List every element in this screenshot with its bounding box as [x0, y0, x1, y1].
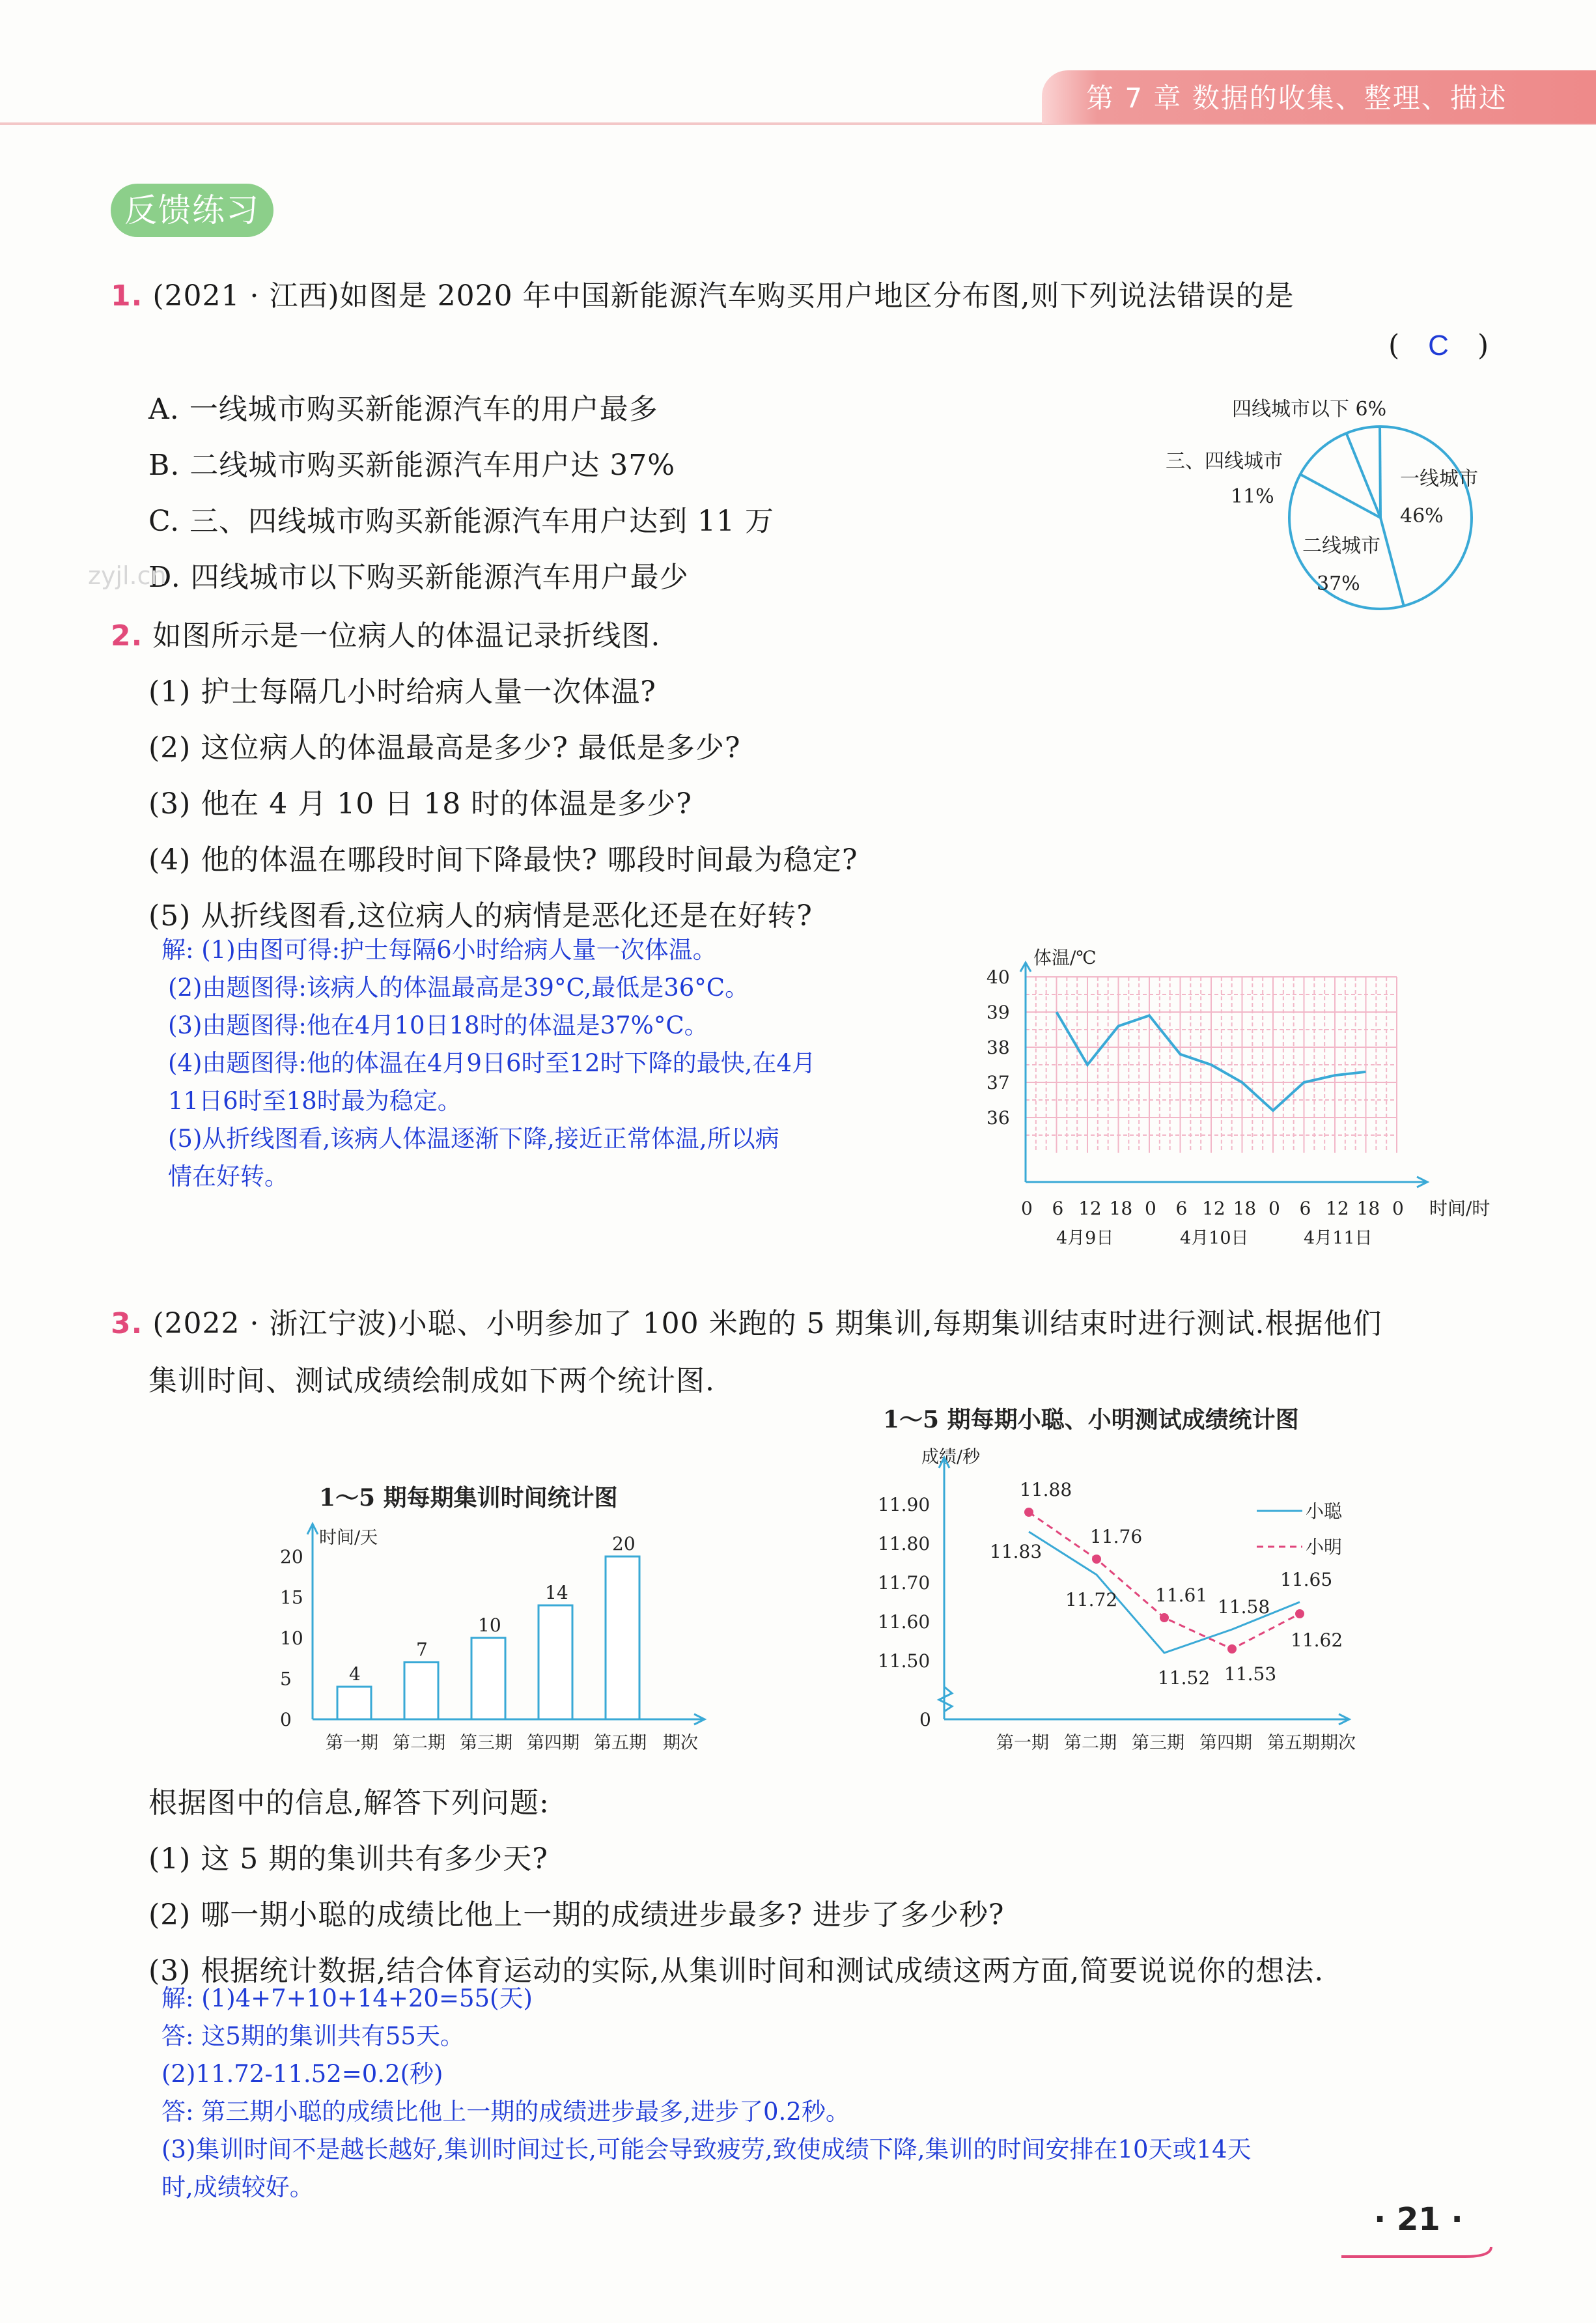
x-tick-label: 0 [1392, 1198, 1404, 1219]
q2-part-1: (1) 护士每隔几小时给病人量一次体温? [148, 675, 656, 709]
q1-answer: C [1428, 330, 1449, 361]
section-badge: 反馈练习 [111, 184, 273, 237]
series-value-label: 11.65 [1280, 1569, 1333, 1590]
x-category-label: 第四期 [1199, 1733, 1252, 1753]
x-tick-label: 18 [1233, 1198, 1257, 1219]
date-label: 4月9日 [1056, 1228, 1114, 1248]
y-tick-label: 5 [280, 1668, 292, 1690]
q3-answer-2: 答: 这5期的集训共有55天。 [161, 2022, 464, 2050]
pie-slice-edge [1300, 474, 1380, 518]
series-value-label: 11.61 [1155, 1584, 1208, 1606]
x-category-label: 第四期 [527, 1733, 580, 1753]
q1-option-c: C. 三、四线城市购买新能源汽车用户达到 11 万 [148, 505, 775, 538]
watermark: zyjl.cn [88, 561, 167, 590]
training-days-bar-chart [254, 1478, 723, 1765]
series-line-1 [1029, 1512, 1300, 1649]
series-value-label: 11.52 [1158, 1667, 1211, 1689]
q1-stem [111, 272, 1295, 314]
bar-value-label: 10 [478, 1614, 501, 1636]
x-tick-label: 6 [1299, 1198, 1311, 1219]
q2-answer-1: 解: (1)由图可得:护士每隔6小时给病人量一次体温。 [161, 936, 717, 964]
x-category-label: 第一期 [326, 1733, 378, 1753]
series-point [1092, 1555, 1101, 1564]
q3-stem-text: (2022 · 浙江宁波)小聪、小明参加了 100 米跑的 5 期集训,每期集训结束时进行测试.根据他们 [152, 1307, 1382, 1340]
q3-stem-line2: 集训时间、测试成绩绘制成如下两个统计图. [148, 1364, 715, 1398]
series-value-label: 11.53 [1224, 1663, 1277, 1685]
q3-answer-6: 时,成绩较好。 [161, 2173, 314, 2201]
x-tick-label: 12 [1202, 1198, 1225, 1219]
temperature-line-chart [951, 938, 1511, 1248]
q3-answer-4: 答: 第三期小聪的成绩比他上一期的成绩进步最多,进步了0.2秒。 [161, 2098, 850, 2126]
q3-intro: 根据图中的信息,解答下列问题: [148, 1786, 550, 1820]
q3-part-3: (3) 根据统计数据,结合体育运动的实际,从集训时间和测试成绩这两方面,简要说说你的想法. [148, 1954, 1324, 1988]
y-tick-label: 11.70 [878, 1572, 931, 1594]
q1-option-d: D. 四线城市以下购买新能源汽车用户最少 [148, 561, 689, 594]
q1-answer-paren [1388, 329, 1489, 362]
x-category-label: 第一期 [996, 1733, 1049, 1753]
y-axis-label: 成绩/秒 [921, 1447, 981, 1467]
pie-label-1: 二线城市 [1302, 535, 1380, 557]
test-score-line-chart [873, 1400, 1367, 1765]
q1-number: 1. [111, 279, 143, 313]
x-axis-label: 期次 [663, 1733, 698, 1753]
series-point [1160, 1613, 1169, 1622]
y-tick-label: 11.90 [878, 1494, 931, 1515]
bar [606, 1556, 639, 1719]
bar-value-label: 7 [416, 1639, 428, 1661]
bar-value-label: 14 [545, 1582, 568, 1603]
pie-slice-edge [1347, 433, 1380, 518]
pie-label-0: 一线城市 [1400, 468, 1478, 490]
y-tick-label: 36 [987, 1107, 1010, 1129]
q1-stem-text: (2021 · 江西)如图是 2020 年中国新能源汽车购买用户地区分布图,则下列说法错误的是 [152, 279, 1295, 313]
q3-answer-3: (2)11.72-11.52=0.2(秒) [161, 2060, 443, 2088]
y-axis-label: 时间/天 [319, 1528, 378, 1548]
paren-right: ) [1477, 329, 1490, 362]
y-tick-label: 38 [987, 1037, 1010, 1058]
page-number: · 21 · [1374, 2201, 1463, 2238]
pie-slice-edge [1380, 518, 1404, 606]
paren-left: ( [1388, 329, 1401, 362]
x-category-label: 第三期 [1132, 1733, 1184, 1753]
x-tick-label: 0 [1021, 1198, 1033, 1219]
q2-part-3: (3) 他在 4 月 10 日 18 时的体温是多少? [148, 787, 692, 821]
date-label: 4月10日 [1180, 1228, 1249, 1248]
page-number-decoration [1341, 2240, 1498, 2266]
bar-chart-title: 1～5 期每期集训时间统计图 [319, 1484, 618, 1512]
x-tick-label: 6 [1175, 1198, 1188, 1219]
q2-answer-2: (2)由题图得:该病人的体温最高是39°C,最低是36°C。 [168, 974, 749, 1002]
series-point [1227, 1644, 1237, 1654]
q2-number: 2. [111, 619, 143, 653]
x-tick-label: 18 [1356, 1198, 1380, 1219]
bar-value-label: 20 [612, 1533, 636, 1555]
q3-answer-5: (3)集训时间不是越长越好,集训时间过长,可能会导致疲劳,致使成绩下降,集训的时间安排在10天或14天 [161, 2135, 1252, 2163]
y-zero-label: 0 [919, 1709, 931, 1730]
bar [337, 1687, 371, 1719]
q2-answer-5: 11日6时至18时最为稳定。 [168, 1087, 462, 1115]
series-value-label: 11.83 [990, 1541, 1043, 1562]
q1-option-b: B. 二线城市购买新能源汽车用户达 37% [148, 449, 676, 482]
y-tick-label: 11.80 [878, 1533, 931, 1555]
bar [539, 1605, 572, 1719]
y-axis-label: 体温/℃ [1033, 947, 1097, 968]
x-tick-label: 0 [1145, 1198, 1156, 1219]
y-tick-label: 11.50 [878, 1650, 931, 1672]
q3-answer-1: 解: (1)4+7+10+14+20=55(天) [161, 1984, 533, 2012]
bar [471, 1638, 505, 1719]
series-value-label: 11.58 [1218, 1596, 1270, 1618]
q2-part-5: (5) 从折线图看,这位病人的病情是恶化还是在好转? [148, 899, 813, 933]
y-tick-label: 40 [987, 966, 1010, 988]
y-tick-label: 39 [987, 1002, 1010, 1023]
pie-label-2: 三、四线城市 [1166, 450, 1283, 473]
legend-label-0: 小聪 [1306, 1500, 1343, 1522]
pie-chart [1146, 371, 1511, 632]
axis-break [939, 1687, 952, 1711]
score-chart-title: 1～5 期每期小聪、小明测试成绩统计图 [883, 1406, 1299, 1433]
q2-part-4: (4) 他的体温在哪段时间下降最快? 哪段时间最为稳定? [148, 843, 858, 877]
bar-value-label: 4 [349, 1663, 361, 1685]
x-category-label: 第五期 [1267, 1733, 1320, 1753]
x-category-label: 第三期 [460, 1733, 512, 1753]
y-tick-label: 0 [280, 1709, 292, 1730]
x-category-label: 第二期 [1064, 1733, 1117, 1753]
y-tick-label: 11.60 [878, 1611, 931, 1633]
chapter-title: 第 7 章 数据的收集、整理、描述 [1086, 82, 1507, 114]
x-tick-label: 18 [1109, 1198, 1133, 1219]
legend-label-1: 小明 [1306, 1536, 1343, 1558]
series-point [1024, 1508, 1033, 1517]
pie-label-3: 四线城市以下 6% [1232, 398, 1387, 421]
x-category-label: 第五期 [594, 1733, 647, 1753]
series-value-label: 11.88 [1020, 1479, 1072, 1500]
q2-answer-7: 情在好转。 [168, 1162, 288, 1190]
q3-number: 3. [111, 1307, 143, 1340]
bar [404, 1663, 438, 1720]
series-point [1295, 1609, 1304, 1618]
q3-part-1: (1) 这 5 期的集训共有多少天? [148, 1842, 548, 1876]
x-category-label: 第二期 [393, 1733, 445, 1753]
pie-value-1: 37% [1317, 572, 1360, 595]
pie-value-2: 11% [1231, 485, 1274, 508]
series-value-label: 11.72 [1065, 1589, 1118, 1611]
x-tick-label: 12 [1326, 1198, 1349, 1219]
q3-stem-line1 [111, 1300, 1382, 1342]
x-tick-label: 6 [1052, 1198, 1064, 1219]
series-value-label: 11.62 [1291, 1629, 1343, 1651]
q2-part-2: (2) 这位病人的体温最高是多少? 最低是多少? [148, 731, 741, 765]
q3-part-2: (2) 哪一期小聪的成绩比他上一期的成绩进步最多? 进步了多少秒? [148, 1898, 1005, 1932]
y-tick-label: 37 [987, 1072, 1010, 1093]
date-label: 4月11日 [1304, 1228, 1373, 1248]
pie-value-0: 46% [1400, 505, 1444, 528]
x-tick-label: 12 [1078, 1198, 1102, 1219]
y-tick-label: 10 [280, 1627, 303, 1649]
q2-answer-4: (4)由题图得:他的体温在4月9日6时至12时下降的最快,在4月 [168, 1049, 816, 1077]
x-tick-label: 0 [1268, 1198, 1280, 1219]
q2-stem-text: 如图所示是一位病人的体温记录折线图. [152, 619, 661, 653]
q2-answer-3: (3)由题图得:他在4月10日18时的体温是37%°C。 [168, 1011, 708, 1039]
x-axis-label: 期次 [1321, 1733, 1356, 1753]
q2-answer-6: (5)从折线图看,该病人体温逐渐下降,接近正常体温,所以病 [168, 1125, 779, 1153]
series-value-label: 11.76 [1090, 1526, 1143, 1547]
q1-option-a: A. 一线城市购买新能源汽车的用户最多 [148, 393, 658, 426]
y-tick-label: 15 [280, 1586, 303, 1609]
x-axis-label: 时间/时 [1429, 1198, 1491, 1219]
y-tick-label: 20 [280, 1546, 303, 1568]
q2-stem [111, 612, 660, 654]
